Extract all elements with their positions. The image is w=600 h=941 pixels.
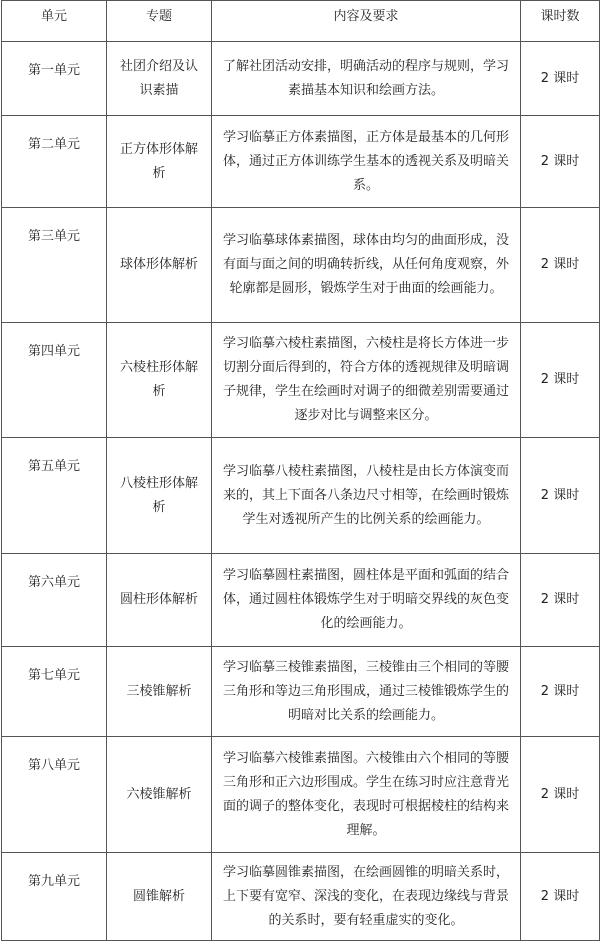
table-row (2, 208, 600, 323)
topic-cell: 八棱柱形体解析 (107, 438, 212, 554)
unit-cell: 第六单元 (27, 575, 80, 590)
unit-cell: 第二单元 (27, 137, 80, 152)
header-hours: 课时数 (521, 1, 600, 42)
table-row (2, 323, 600, 438)
content-cell: 学习临摹正方体素描图，正方体是最基本的几何形体，通过正方体训练学生基本的透视关系及明暗关系。 (212, 116, 521, 208)
table-row (2, 647, 600, 737)
header-row (2, 1, 600, 42)
unit-cell: 第七单元 (27, 668, 80, 683)
hours-cell: 2 课时 (521, 208, 600, 323)
topic-cell: 圆锥解析 (107, 853, 212, 941)
hours-cell: 2 课时 (521, 647, 600, 737)
topic-cell: 六棱柱形体解析 (107, 323, 212, 438)
hours-cell: 2 课时 (521, 438, 600, 554)
content-cell: 学习临摹六棱锥素描图。六棱锥由六个相同的等腰三角形和正六边形围成。学生在练习时应注意背光面的调子的整体变化，表现时可根据棱柱的结构来理解。 (212, 737, 521, 853)
table-row (2, 554, 600, 647)
table-row (2, 438, 600, 554)
unit-cell: 第九单元 (27, 874, 80, 889)
hours-cell: 2 课时 (521, 554, 600, 647)
content-cell: 学习临摹球体素描图，球体由均匀的曲面形成，没有面与面之间的明确转折线，从任何角度观察，外轮廓都是圆形，锻炼学生对于曲面的绘画能力。 (212, 208, 521, 323)
content-cell: 学习临摹圆锥素描图，在绘画圆锥的明暗关系时，上下要有宽窄、深浅的变化，在表现边缘线与背景的关系时，要有轻重虚实的变化。 (212, 853, 521, 941)
table-row (2, 116, 600, 208)
content-cell: 学习临摹六棱柱素描图，六棱柱是将长方体进一步切割分面后得到的，符合方体的透视规律及明暗调子规律，学生在绘画时对调子的细微差别需要通过逐步对比与调整来区分。 (212, 323, 521, 438)
unit-cell: 第八单元 (27, 758, 80, 773)
table-row (2, 853, 600, 941)
content-cell: 学习临摹三棱锥素描图，三棱锥由三个相同的等腰三角形和等边三角形围成，通过三棱锥锻炼学生的明暗对比关系的绘画能力。 (212, 647, 521, 737)
content-cell: 学习临摹圆柱素描图，圆柱体是平面和弧面的结合体，通过圆柱体锻炼学生对于明暗交界线的灰色变化的绘画能力。 (212, 554, 521, 647)
hours-cell: 2 课时 (521, 853, 600, 941)
topic-cell: 六棱锥解析 (107, 737, 212, 853)
topic-cell: 圆柱形体解析 (107, 554, 212, 647)
unit-cell: 第一单元 (27, 63, 80, 78)
topic-cell: 正方体形体解析 (107, 116, 212, 208)
unit-cell: 第五单元 (27, 459, 80, 474)
hours-cell: 2 课时 (521, 116, 600, 208)
header-unit: 单元 (2, 1, 107, 42)
header-content: 内容及要求 (212, 1, 521, 42)
unit-cell: 第三单元 (27, 229, 80, 244)
content-cell: 了解社团活动安排，明确活动的程序与规则，学习素描基本知识和绘画方法。 (212, 42, 521, 116)
topic-cell: 球体形体解析 (107, 208, 212, 323)
course-table (1, 0, 600, 941)
topic-cell: 社团介绍及认识素描 (107, 42, 212, 116)
content-cell: 学习临摹八棱柱素描图，八棱柱是由长方体演变而来的，其上下面各八条边尺寸相等，在绘画时锻炼学生对透视所产生的比例关系的绘画能力。 (212, 438, 521, 554)
header-topic: 专题 (107, 1, 212, 42)
table-row (2, 737, 600, 853)
unit-cell: 第四单元 (27, 344, 80, 359)
hours-cell: 2 课时 (521, 323, 600, 438)
hours-cell: 2 课时 (521, 737, 600, 853)
hours-cell: 2 课时 (521, 42, 600, 116)
topic-cell: 三棱锥解析 (107, 647, 212, 737)
table-row (2, 42, 600, 116)
